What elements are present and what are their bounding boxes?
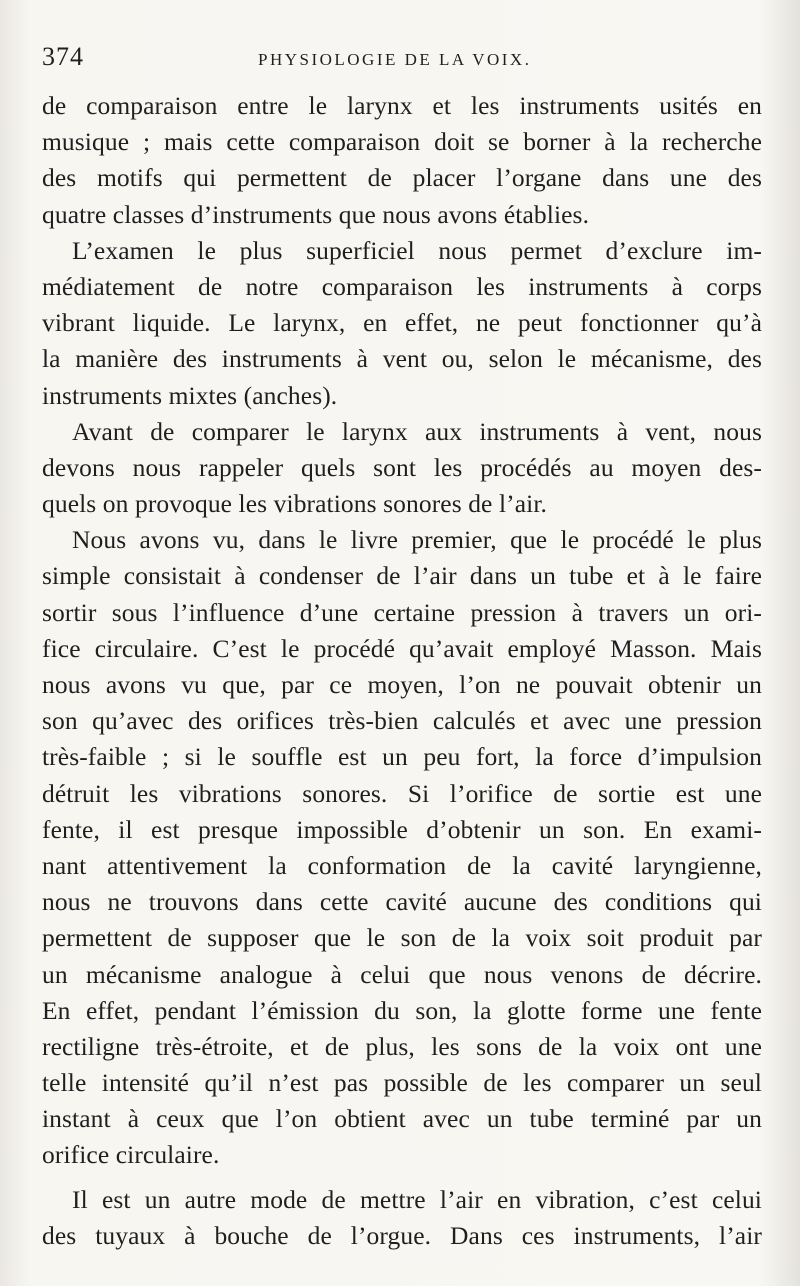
text-line: simple consistait à condenser de l’air dans un tube et à le faire: [42, 561, 762, 591]
text-line: musique ; mais cette comparaison doit se borner à la recherche: [42, 127, 762, 157]
text-line: très-faible ; si le souffle est un peu fort, la force d’impulsion: [42, 742, 762, 772]
text-line: sortir sous l’influence d’une certaine pression à travers un ori-: [42, 597, 762, 627]
text-line: fice circulaire. C’est le procédé qu’avait employé Masson. Mais: [42, 633, 762, 663]
text-line: instruments mixtes (anches).: [42, 380, 338, 410]
text-line: un mécanisme analogue à celui que nous venons de décrire.: [42, 959, 762, 989]
text-line: nant attentivement la conformation de la cavité laryngienne,: [42, 850, 762, 880]
text-line: L’examen le plus superficiel nous permet d’exclure im-: [72, 235, 762, 265]
paragraph: [42, 88, 762, 233]
text-line: nous ne trouvons dans cette cavité aucune des conditions qui: [42, 887, 762, 917]
body-text: [42, 88, 762, 1254]
text-line: rectiligne très-étroite, et de plus, les sons de la voix ont une: [42, 1031, 762, 1061]
paragraph: [42, 1182, 762, 1254]
text-line: Nous avons vu, dans le livre premier, que le procédé le plus: [72, 525, 762, 555]
text-line: des tuyaux à bouche de l’orgue. Dans ces instruments, l’air: [42, 1220, 762, 1250]
text-line: telle intensité qu’il n’est pas possible de les comparer un seul: [42, 1068, 762, 1098]
paragraph-spacer: [42, 1174, 762, 1182]
text-line: vibrant liquide. Le larynx, en effet, ne peut fonctionner qu’à: [42, 308, 762, 338]
text-line: quatre classes d’instruments que nous avons établies.: [42, 199, 590, 229]
text-line: son qu’avec des orifices très-bien calculés et avec une pression: [42, 706, 762, 736]
text-line: Avant de comparer le larynx aux instruments à vent, nous: [72, 416, 762, 446]
text-line: de comparaison entre le larynx et les instruments usités en: [42, 91, 762, 120]
text-line: la manière des instruments à vent ou, selon le mécanisme, des: [42, 344, 762, 374]
running-head-title: PHYSIOLOGIE DE LA VOIX.: [258, 50, 532, 69]
paragraph: [42, 233, 762, 414]
text-line: Il est un autre mode de mettre l’air en vibration, c’est celui: [72, 1184, 762, 1214]
text-line: instant à ceux que l’on obtient avec un tube terminé par un: [42, 1104, 762, 1134]
text-line: quels on provoque les vibrations sonores de l’air.: [42, 489, 547, 519]
page-number: 374: [42, 42, 84, 71]
text-line: médiatement de notre comparaison les instruments à corps: [42, 271, 762, 301]
paragraph: [42, 414, 762, 523]
text-line: nous avons vu que, par ce moyen, l’on ne pouvait obtenir un: [42, 670, 762, 699]
text-line: En effet, pendant l’émission du son, la glotte forme une fente: [42, 995, 762, 1025]
text-line: détruit les vibrations sonores. Si l’orifice de sortie est une: [42, 778, 762, 808]
running-head: [42, 28, 762, 88]
text-line: devons nous rappeler quels sont les procédés au moyen des-: [42, 452, 762, 482]
text-line: orifice circulaire.: [42, 1140, 220, 1170]
text-line: permettent de supposer que le son de la voix soit produit par: [42, 923, 762, 953]
paragraph: [42, 522, 762, 1173]
text-line: des motifs qui permettent de placer l’organe dans une des: [42, 163, 762, 193]
text-line: fente, il est presque impossible d’obtenir un son. En exami-: [42, 814, 762, 844]
